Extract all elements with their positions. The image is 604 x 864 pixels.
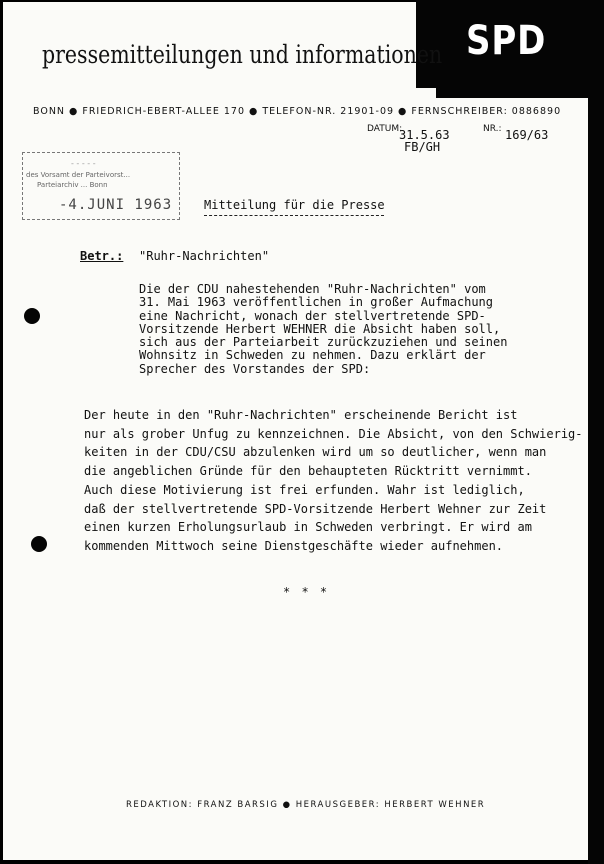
subject-value: "Ruhr-Nachrichten" [139, 249, 270, 263]
stamp-line-2: des Vorsamt der Parteivorst... [26, 171, 131, 179]
scan-border [588, 0, 604, 864]
datum-label: DATUM: [367, 124, 403, 134]
datum-value: 31.5.63 [399, 128, 450, 142]
statement-paragraph: Der heute in den "Ruhr-Nachrichten" erscheinende Bericht ist nur als grober Unfug zu kennzeichnen. Die Absicht, von den Schwierig- keiten in der CDU/CSU abzulenken wird um so deutlicher, wenn man die angeblichen Gründe für den behaupteten Rücktritt vernimmt. Auch diese Motivierung ist frei erfunden. Wahr ist lediglich, daß der stellvertretende SPD-Vorsitzende Herbert Wehner zur Zeit einen kurzen Erholungsurlaub in Schweden verbringt. Er wird am kommenden Mittwoch seine Dienstgeschäfte wieder aufnehmen. [84, 408, 583, 553]
logo-stripe [436, 88, 588, 98]
subject-label: Betr.: [80, 249, 124, 263]
nr-label: NR.: [483, 124, 502, 134]
punch-hole-top [24, 308, 40, 324]
separator: * * * [283, 585, 330, 599]
archive-stamp [22, 152, 180, 220]
intro-paragraph: Die der CDU nahestehenden "Ruhr-Nachrichten" vom 31. Mai 1963 veröffentlichen in großer Aufmachung eine Nachricht, wonach der stellvertretende SPD- Vorsitzende Herbert WEHNER die Absicht haben soll, sich aus der Parteiarbeit zurückzuziehen und seinen Wohnsitz in Schweden zu nehmen. Dazu erklärt der Sprecher des Vorstandes der SPD: [139, 282, 508, 376]
footer-credits: REDAKTION: FRANZ BARSIG ● HERAUSGEBER: HERBERT WEHNER [126, 800, 486, 810]
stamp-line-1: - - - - - [71, 159, 96, 168]
initials: FB/GH [404, 140, 441, 154]
punch-hole-bottom [31, 536, 47, 552]
nr-value: 169/63 [505, 128, 549, 142]
spd-logo: SPD [466, 18, 547, 64]
letterhead-title: pressemitteilungen und informationen [42, 40, 443, 69]
document-heading: Mitteilung für die Presse [204, 198, 385, 212]
stamp-date: -4.JUNI 1963 [59, 197, 173, 213]
heading-underline [204, 215, 384, 216]
stamp-line-3: Parteiarchiv ... Bonn [37, 181, 108, 189]
letterhead-address: BONN ● FRIEDRICH-EBERT-ALLEE 170 ● TELEFON-NR. 21901-09 ● FERNSCHREIBER: 0886890 [33, 106, 562, 117]
